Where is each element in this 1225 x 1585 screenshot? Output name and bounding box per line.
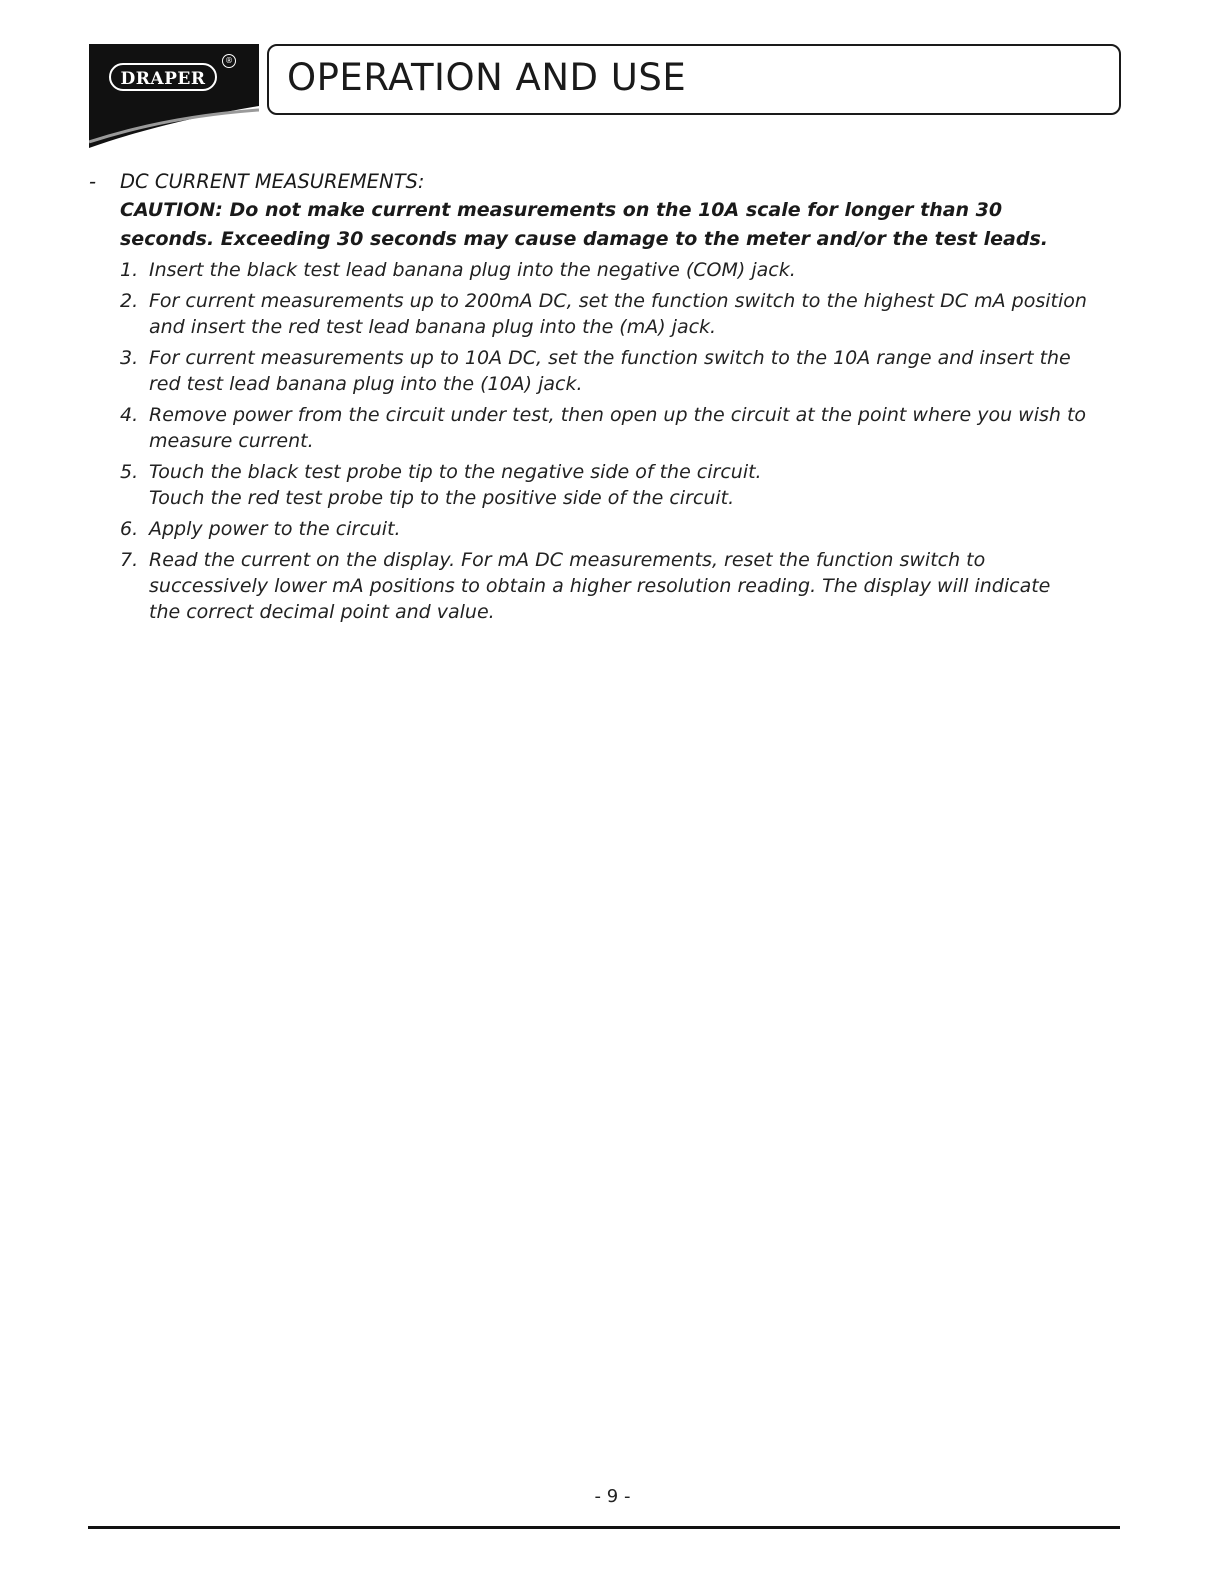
step-text: Remove power from the circuit under test, then open up the circuit at the point where you wish to measure current. [149,404,1087,452]
step-item [120,257,1119,283]
step-text: Insert the black test lead banana plug into the negative (COM) jack. [149,259,796,281]
caution-line-2: seconds. Exceeding 30 seconds may cause damage to the meter and/or the test leads. [120,228,1048,250]
step-text: Apply power to the circuit. [149,518,401,540]
step-number: 3. [120,347,139,369]
section-dc-current [89,168,1119,630]
step-number: 2. [120,290,139,312]
step-item [120,459,1119,511]
step-number: 4. [120,404,139,426]
step-text: Touch the black test probe tip to the negative side of the circuit. [149,461,762,483]
step-text-second-line: Touch the red test probe tip to the positive side of the circuit. [149,487,735,509]
step-number: 7. [120,549,139,571]
step-item [120,547,1119,625]
step-item [120,288,1119,340]
footer-divider [88,1526,1120,1529]
page-title: OPERATION AND USE [287,56,687,99]
step-number: 5. [120,461,139,483]
step-item [120,516,1119,542]
page-title-box [267,44,1121,115]
step-item [120,345,1119,397]
page-number: - 9 - [594,1486,631,1507]
bullet-dash: - [89,170,97,193]
draper-logo: DRAPER [109,63,217,91]
registered-mark: ® [222,54,236,68]
brand-logo-block [89,44,259,148]
steps-list [89,257,1119,625]
step-number: 6. [120,518,139,540]
step-number: 1. [120,259,139,281]
step-text: For current measurements up to 200mA DC, set the function switch to the highest DC mA position and insert the red test lead banana plug into the (mA) jack. [149,290,1087,338]
step-item [120,402,1119,454]
step-text: For current measurements up to 10A DC, set the function switch to the 10A range and insert the red test lead banana plug into the (10A) jack. [149,347,1071,395]
section-heading [89,168,1119,195]
section-heading-text: DC CURRENT MEASUREMENTS: [120,170,425,193]
caution-line-1: CAUTION: Do not make current measurements on the 10A scale for longer than 30 [120,199,1003,221]
step-text: Read the current on the display. For mA DC measurements, reset the function switch to successively lower mA positions to obtain a higher resolution reading. The display will indicate the correct decimal point and value. [149,549,1051,623]
